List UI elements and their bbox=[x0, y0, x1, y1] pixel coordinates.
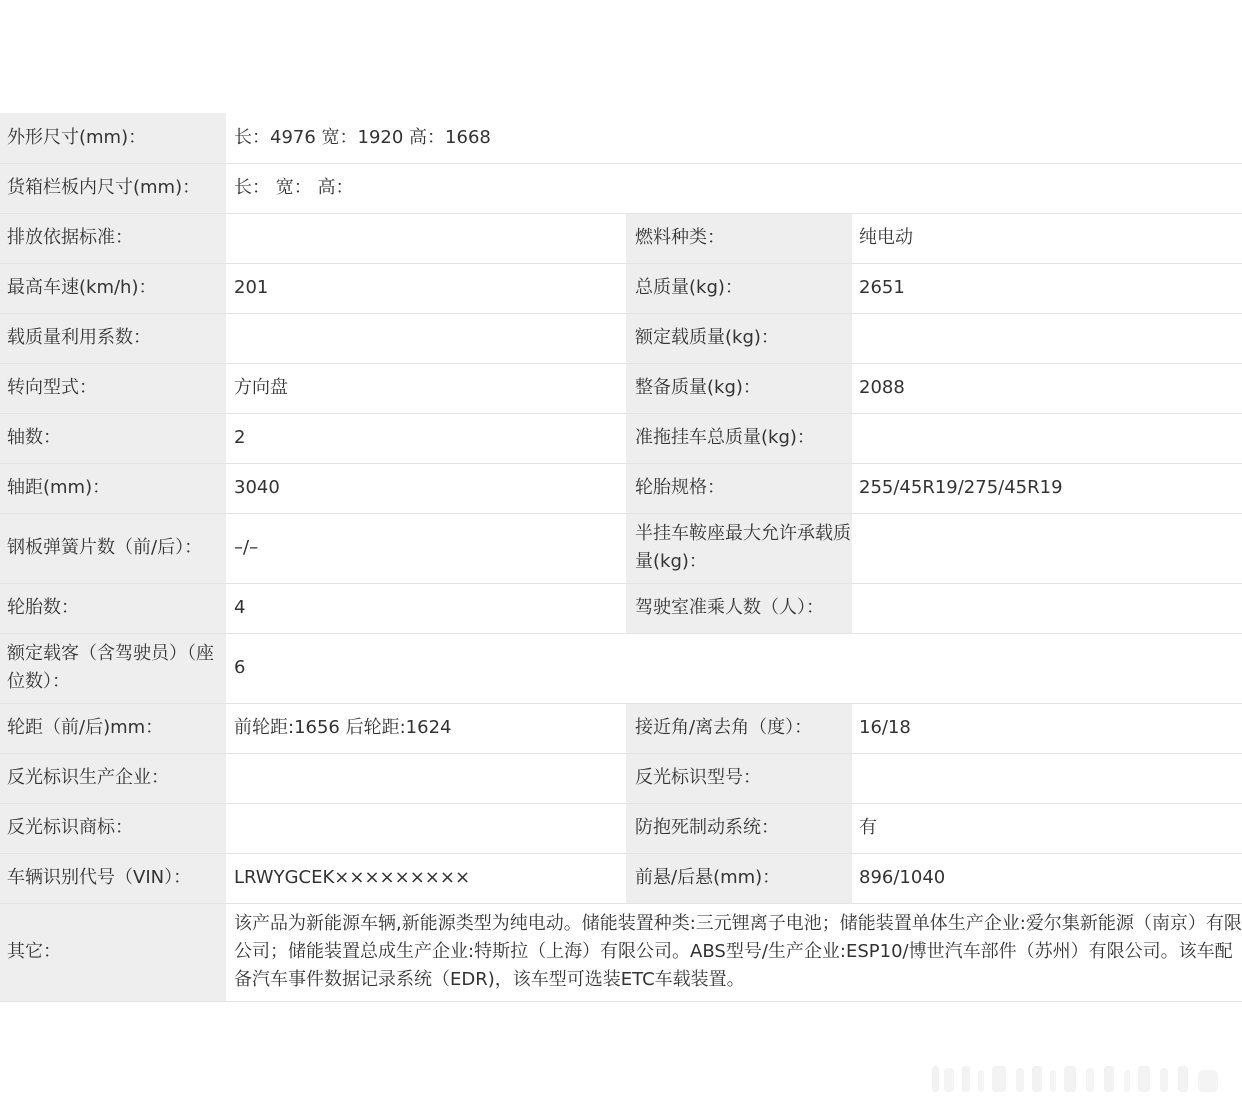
table-row bbox=[0, 313, 1242, 363]
row-label: 货箱栏板内尺寸(mm)： bbox=[0, 163, 226, 213]
table-row bbox=[0, 903, 1242, 1001]
watermark-bars-icon bbox=[928, 1062, 1228, 1096]
row-label-2: 整备质量(kg)： bbox=[626, 363, 852, 413]
row-value bbox=[226, 753, 626, 803]
row-label-2: 接近角/离去角（度）： bbox=[626, 703, 852, 753]
row-label: 反光标识商标： bbox=[0, 803, 226, 853]
row-value bbox=[226, 313, 626, 363]
row-value-2: 896/1040 bbox=[852, 853, 1242, 903]
table-row bbox=[0, 633, 1242, 703]
table-row bbox=[0, 753, 1242, 803]
row-value-2 bbox=[852, 753, 1242, 803]
row-value-2 bbox=[852, 513, 1242, 583]
row-label: 轮距（前/后)mm： bbox=[0, 703, 226, 753]
row-value-2: 2088 bbox=[852, 363, 1242, 413]
row-label: 额定载客（含驾驶员）（座位数）： bbox=[0, 633, 226, 703]
row-label-2: 准拖挂车总质量(kg)： bbox=[626, 413, 852, 463]
row-value-2: 16/18 bbox=[852, 703, 1242, 753]
row-label: 排放依据标准： bbox=[0, 213, 226, 263]
row-value-2 bbox=[852, 313, 1242, 363]
row-value-2 bbox=[852, 583, 1242, 633]
watermark-logo bbox=[928, 1062, 1228, 1096]
row-label-2: 轮胎规格： bbox=[626, 463, 852, 513]
table-row bbox=[0, 853, 1242, 903]
table-row bbox=[0, 413, 1242, 463]
row-value: LRWYGCEK××××××××× bbox=[226, 853, 626, 903]
row-value-2: 255/45R19/275/45R19 bbox=[852, 463, 1242, 513]
table-row bbox=[0, 113, 1242, 163]
row-label-2: 燃料种类： bbox=[626, 213, 852, 263]
row-label: 反光标识生产企业： bbox=[0, 753, 226, 803]
row-value: 该产品为新能源车辆,新能源类型为纯电动。储能装置种类:三元锂离子电池；储能装置单体生产企业:爱尔集新能源（南京）有限公司；储能装置总成生产企业:特斯拉（上海）有限公司。ABS型号/生产企业:ESP10/博世汽车部件（苏州）有限公司。该车配备汽车事件数据记录系统（EDR)，该车型可选装ETC车载装置。 bbox=[226, 903, 1242, 1001]
row-value-2: 纯电动 bbox=[852, 213, 1242, 263]
row-value: 2 bbox=[226, 413, 626, 463]
row-label-2: 反光标识型号： bbox=[626, 753, 852, 803]
row-value: 4 bbox=[226, 583, 626, 633]
row-value-2: 2651 bbox=[852, 263, 1242, 313]
row-value: 3040 bbox=[226, 463, 626, 513]
row-label: 其它： bbox=[0, 903, 226, 1001]
table-row bbox=[0, 463, 1242, 513]
row-value: 前轮距:1656 后轮距:1624 bbox=[226, 703, 626, 753]
row-value: 201 bbox=[226, 263, 626, 313]
table-row bbox=[0, 213, 1242, 263]
row-label-2: 额定载质量(kg)： bbox=[626, 313, 852, 363]
row-label-2: 前悬/后悬(mm)： bbox=[626, 853, 852, 903]
row-label-2: 半挂车鞍座最大允许承载质量(kg)： bbox=[626, 513, 852, 583]
table-row bbox=[0, 703, 1242, 753]
row-label: 载质量利用系数： bbox=[0, 313, 226, 363]
row-value-2: 有 bbox=[852, 803, 1242, 853]
row-label: 最高车速(km/h)： bbox=[0, 263, 226, 313]
row-label: 轮胎数： bbox=[0, 583, 226, 633]
row-label-2: 驾驶室准乘人数（人）： bbox=[626, 583, 852, 633]
row-value: 6 bbox=[226, 633, 1242, 703]
table-row bbox=[0, 363, 1242, 413]
row-value bbox=[226, 213, 626, 263]
row-value bbox=[226, 803, 626, 853]
table-row bbox=[0, 803, 1242, 853]
row-label: 轴数： bbox=[0, 413, 226, 463]
row-value: 长： 宽： 高： bbox=[226, 163, 1242, 213]
row-label-2: 防抱死制动系统： bbox=[626, 803, 852, 853]
table-row bbox=[0, 163, 1242, 213]
row-label-2: 总质量(kg)： bbox=[626, 263, 852, 313]
table-row bbox=[0, 513, 1242, 583]
row-label: 轴距(mm)： bbox=[0, 463, 226, 513]
row-label: 外形尺寸(mm)： bbox=[0, 113, 226, 163]
row-value-2 bbox=[852, 413, 1242, 463]
row-value: 长：4976 宽：1920 高：1668 bbox=[226, 113, 1242, 163]
table-row bbox=[0, 583, 1242, 633]
spec-table bbox=[0, 113, 1242, 1002]
row-label: 钢板弹簧片数（前/后）： bbox=[0, 513, 226, 583]
table-row bbox=[0, 263, 1242, 313]
row-value: –/– bbox=[226, 513, 626, 583]
row-label: 转向型式： bbox=[0, 363, 226, 413]
row-value: 方向盘 bbox=[226, 363, 626, 413]
row-label: 车辆识别代号（VIN）： bbox=[0, 853, 226, 903]
